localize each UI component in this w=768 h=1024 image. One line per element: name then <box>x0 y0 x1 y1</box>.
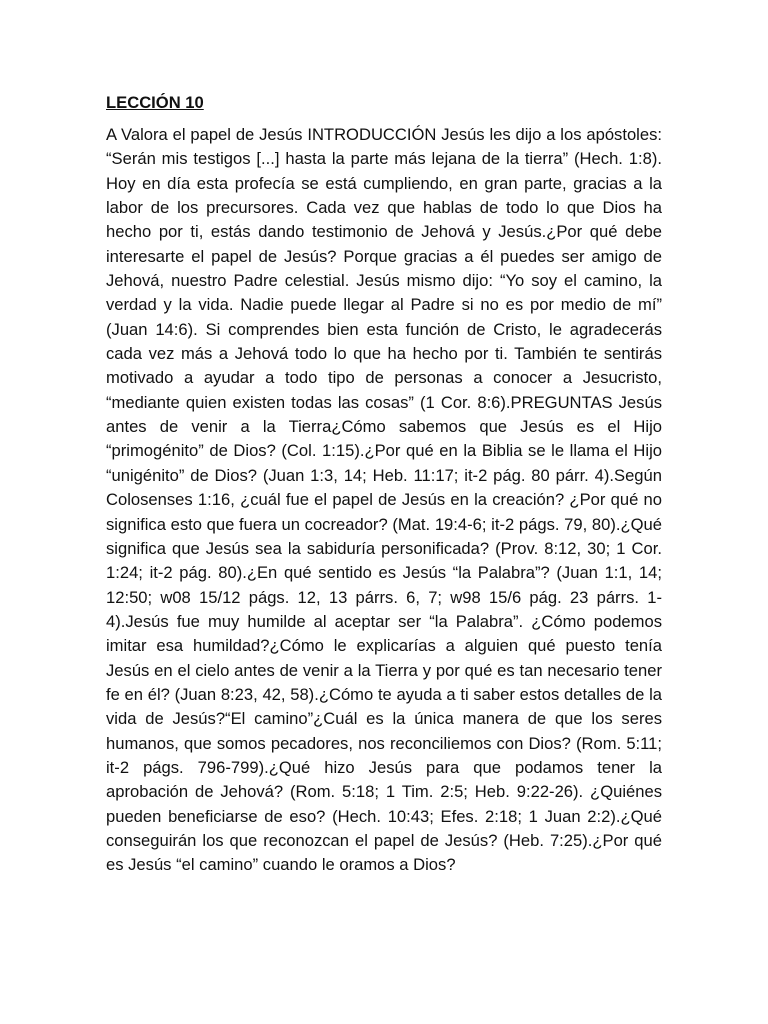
document-content <box>106 90 662 878</box>
lesson-body-paragraph: A Valora el papel de Jesús INTRODUCCIÓN Jesús les dijo a los apóstoles: “Serán mis testigos [...] hasta la parte más lejana de la tierra” (Hech. 1:8). Hoy en día esta profecía se está cumpliendo, en gran parte, gracias a la labor de los precursores. Cada vez que hablas de todo lo que Dios ha hecho por ti, estás dando testimonio de Jehová y Jesús.¿Por qué debe interesarte el papel de Jesús? Porque gracias a él puedes ser amigo de Jehová, nuestro Padre celestial. Jesús mismo dijo: “Yo soy el camino, la verdad y la vida. Nadie puede llegar al Padre si no es por medio de mí” (Juan 14:6). Si comprendes bien esta función de Cristo, le agradecerás cada vez más a Jehová todo lo que ha hecho por ti. También te sentirás motivado a ayudar a todo tipo de personas a conocer a Jesucristo, “mediante quien existen todas las cosas” (1 Cor. 8:6).PREGUNTAS Jesús antes de venir a la Tierra¿Cómo sabemos que Jesús es el Hijo “primogénito” de Dios? (Col. 1:15).¿Por qué en la Biblia se le llama el Hijo “unigénito” de Dios? (Juan 1:3, 14; Heb. 11:17; it-2 pág. 80 párr. 4).Según Colosenses 1:16, ¿cuál fue el papel de Jesús en la creación? ¿Por qué no significa esto que fuera un cocreador? (Mat. 19:4-6; it-2 págs. 79, 80).¿Qué significa que Jesús sea la sabiduría personificada? (Prov. 8:12, 30; 1 Cor. 1:24; it-2 pág. 80).¿En qué sentido es Jesús “la Palabra”? (Juan 1:1, 14; 12:50; w08 15/12 págs. 12, 13 párrs. 6, 7; w98 15/6 pág. 23 párrs. 1-4).Jesús fue muy humilde al aceptar ser “la Palabra”. ¿Cómo podemos imitar esa humildad?¿Cómo le explicarías a alguien qué puesto tenía Jesús en el cielo antes de venir a la Tierra y por qué es tan necesario tener fe en él? (Juan 8:23, 42, 58).¿Cómo te ayuda a ti saber estos detalles de la vida de Jesús?“El camino”¿Cuál es la única manera de que los seres humanos, que somos pecadores, nos reconciliemos con Dios? (Rom. 5:11; it-2 págs. 796-799).¿Qué hizo Jesús para que podamos tener la aprobación de Jehová? (Rom. 5:18; 1 Tim. 2:5; Heb. 9:22-26). ¿Quiénes pueden beneficiarse de eso? (Hech. 10:43; Efes. 2:18; 1 Juan 2:2).¿Qué conseguirán los que reconozcan el papel de Jesús? (Heb. 7:25).¿Por qué es Jesús “el camino” cuando le oramos a Dios? <box>106 125 662 875</box>
lesson-title: LECCIÓN 10 <box>106 93 204 112</box>
